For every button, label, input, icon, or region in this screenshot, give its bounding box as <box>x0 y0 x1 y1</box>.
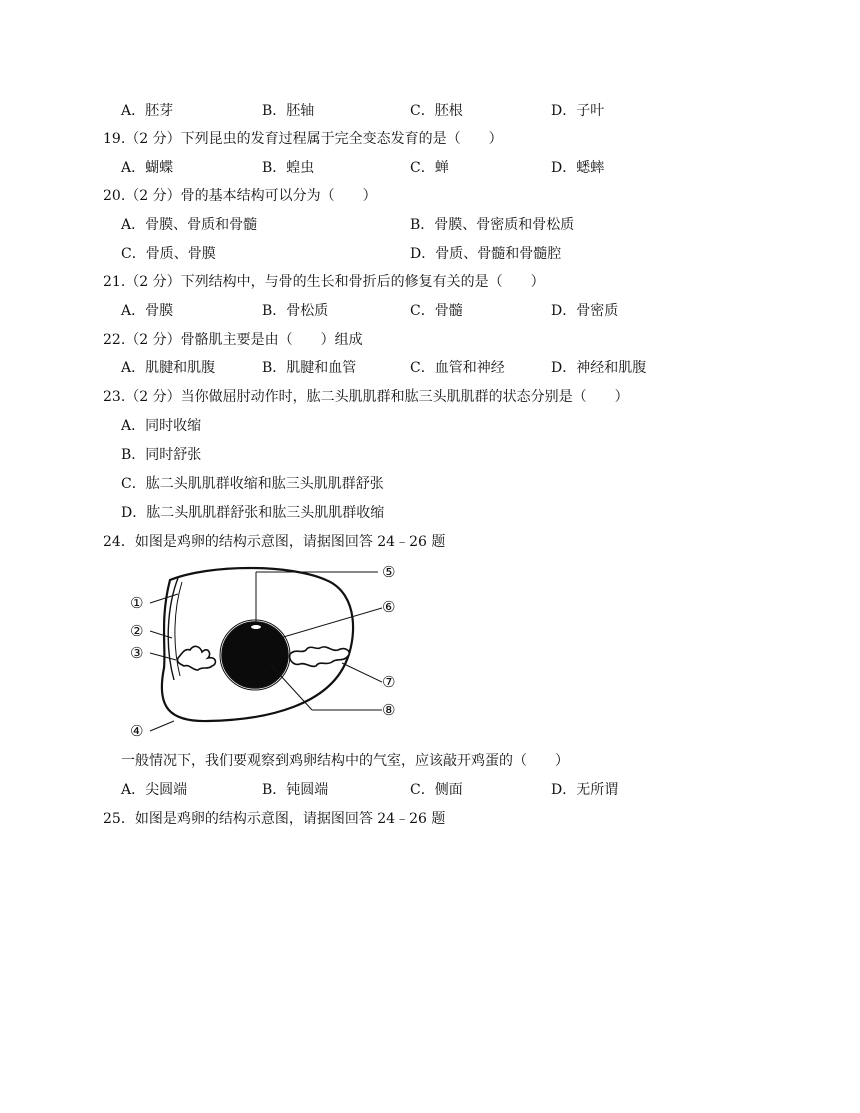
chalaza-left <box>177 646 215 670</box>
question-24-stem: 24．如图是鸡卵的结构示意图，请据图回答 24﹣26 题 <box>103 534 446 550</box>
option-a: A．肌腱和肌腹 <box>121 360 216 376</box>
question-22-stem: 22.（2 分）骨骼肌主要是由（ ）组成 <box>103 332 363 348</box>
label-2: ② <box>130 622 144 640</box>
label-8: ⑧ <box>382 701 396 719</box>
question-24-text: 一般情况下，我们要观察到鸡卵结构中的气室，应该敲开鸡蛋的（ ） <box>121 753 569 769</box>
option-c: C．侧面 <box>410 782 463 798</box>
option-b: B．胚轴 <box>262 103 315 119</box>
option-c: C．血管和神经 <box>410 360 505 376</box>
label-7: ⑦ <box>382 673 396 691</box>
option-c: C．骨髓 <box>410 303 463 319</box>
question-20-stem: 20.（2 分）骨的基本结构可以分为（ ） <box>103 188 377 204</box>
option-c: C．肱二头肌肌群收缩和肱三头肌肌群舒张 <box>121 476 384 492</box>
option-c: C．蝉 <box>410 160 449 176</box>
option-c: C．胚根 <box>410 103 463 119</box>
option-d: D．无所谓 <box>551 782 619 798</box>
option-d: D．神经和肌腹 <box>551 360 647 376</box>
question-23-stem: 23.（2 分）当你做屈肘动作时，肱二头肌肌群和肱三头肌肌群的状态分别是（ ） <box>103 389 629 405</box>
option-a: A．同时收缩 <box>121 418 202 434</box>
label-5: ⑤ <box>382 563 396 581</box>
option-a: A．蝴蝶 <box>121 160 174 176</box>
label-4: ④ <box>130 722 144 740</box>
option-d: D．骨密质 <box>551 303 619 319</box>
option-d: D．骨质、骨髓和骨髓腔 <box>410 246 562 262</box>
question-21-stem: 21.（2 分）下列结构中，与骨的生长和骨折后的修复有关的是（ ） <box>103 274 545 290</box>
option-d: D．子叶 <box>551 103 605 119</box>
option-c: C．骨质、骨膜 <box>121 246 216 262</box>
option-b: B．同时舒张 <box>121 447 202 463</box>
shell-membrane <box>168 578 178 680</box>
option-b: B．蝗虫 <box>262 160 315 176</box>
germinal-disc <box>251 625 261 629</box>
option-a: A．骨膜 <box>121 303 174 319</box>
option-d: D．蟋蟀 <box>551 160 605 176</box>
option-a: A．尖圆端 <box>121 782 188 798</box>
option-b: B．骨膜、骨密质和骨松质 <box>410 217 575 233</box>
yolk <box>222 622 288 688</box>
option-a: A．胚芽 <box>121 103 174 119</box>
label-3: ③ <box>130 644 144 662</box>
option-a: A．骨膜、骨质和骨髓 <box>121 217 258 233</box>
label-1: ① <box>130 594 144 612</box>
option-b: B．骨松质 <box>262 303 329 319</box>
chalaza-right <box>290 647 350 667</box>
egg-structure-figure <box>120 558 410 743</box>
question-19-stem: 19.（2 分）下列昆虫的发育过程属于完全变态发育的是（ ） <box>103 131 503 147</box>
question-25-stem: 25．如图是鸡卵的结构示意图，请据图回答 24﹣26 题 <box>103 811 446 827</box>
label-6: ⑥ <box>382 598 396 616</box>
option-b: B．肌腱和血管 <box>262 360 357 376</box>
option-b: B．钝圆端 <box>262 782 329 798</box>
option-d: D．肱二头肌肌群舒张和肱三头肌肌群收缩 <box>121 505 385 521</box>
